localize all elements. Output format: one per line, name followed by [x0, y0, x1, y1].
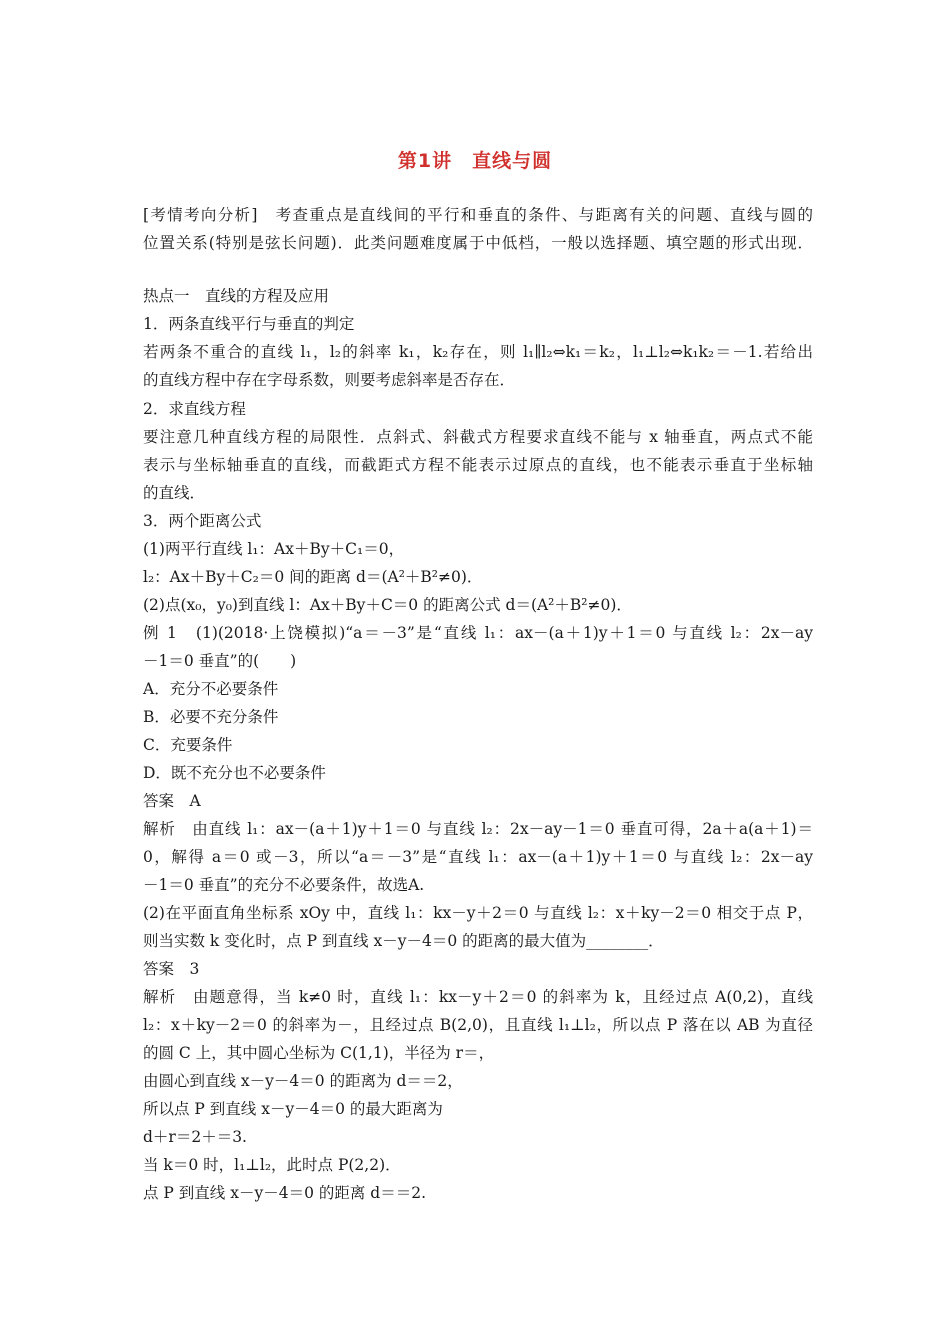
text-line: 答案 3: [143, 960, 200, 978]
text-line: l₂：x＋ky－2＝0 的斜率为－，且经过点 B(2,0)，且直线 l₁⊥l₂，所以点 P 落在以 AB 为直径: [143, 1016, 813, 1034]
text-line: D．既不充分也不必要条件: [143, 764, 326, 782]
text-line: A．充分不必要条件: [143, 680, 279, 698]
text-line: (2)点(x₀，y₀)到直线 l：Ax＋By＋C＝0 的距离公式 d＝(A²＋B²≠0)．: [143, 596, 632, 614]
text-line: 由圆心到直线 x－y－4＝0 的距离为 d＝＝2，: [143, 1072, 463, 1090]
text-line: 1．两条直线平行与垂直的判定: [143, 315, 355, 333]
text-line: 例 1 (1)(2018·上饶模拟)“a＝－3”是“直线 l₁：ax－(a＋1)y＋1＝0 与直线 l₂：2x－ay: [143, 624, 813, 642]
text-line: －1＝0 垂直”的充分不必要条件，故选A.: [143, 876, 425, 894]
text-line: 要注意几种直线方程的局限性．点斜式、斜截式方程要求直线不能与 x 轴垂直，两点式不能: [143, 428, 813, 446]
text-line: (1)两平行直线 l₁：Ax＋By＋C₁＝0，: [143, 540, 405, 558]
text-line: 2．求直线方程: [143, 400, 246, 418]
text-line: 答案 A: [143, 792, 201, 810]
text-line: 所以点 P 到直线 x－y－4＝0 的最大距离为: [143, 1100, 443, 1118]
page-title: 第1讲 直线与圆: [397, 150, 553, 172]
text-line: 3．两个距离公式: [143, 512, 262, 530]
text-line: 热点一 直线的方程及应用: [143, 287, 330, 305]
text-line: [考情考向分析] 考查重点是直线间的平行和垂直的条件、与距离有关的问题、直线与圆的: [143, 206, 813, 224]
text-line: 的圆 C 上，其中圆心坐标为 C(1,1)，半径为 r＝，: [143, 1044, 495, 1062]
text-line: d＋r＝2＋＝3.: [143, 1128, 247, 1146]
text-line: －1＝0 垂直”的( ): [143, 652, 297, 670]
text-line: B．必要不充分条件: [143, 708, 279, 726]
text-line: 的直线．: [143, 484, 206, 502]
text-line: l₂：Ax＋By＋C₂＝0 间的距离 d＝(A²＋B²≠0)．: [143, 568, 483, 586]
text-line: 若两条不重合的直线 l₁，l₂的斜率 k₁，k₂存在，则 l₁∥l₂⇔k₁＝k₂，l₁⊥l₂⇔k₁k₂＝－1.若给出: [143, 343, 813, 361]
text-line: 表示与坐标轴垂直的直线，而截距式方程不能表示过原点的直线，也不能表示垂直于坐标轴: [143, 456, 813, 474]
text-line: 解析 由题意得，当 k≠0 时，直线 l₁：kx－y＋2＝0 的斜率为 k，且经过点 A(0,2)，直线: [143, 988, 813, 1006]
text-line: 则当实数 k 变化时，点 P 到直线 x－y－4＝0 的距离的最大值为________．: [143, 932, 664, 950]
text-line: 点 P 到直线 x－y－4＝0 的距离 d＝＝2.: [143, 1184, 426, 1202]
text-line: 0，解得 a＝0 或－3，所以“a＝－3”是“直线 l₁：ax－(a＋1)y＋1＝0 与直线 l₂：2x－ay: [143, 848, 813, 866]
text-line: 的直线方程中存在字母系数，则要考虑斜率是否存在．: [143, 371, 516, 389]
text-line: 当 k＝0 时，l₁⊥l₂，此时点 P(2,2)．: [143, 1156, 401, 1174]
text-line: 解析 由直线 l₁：ax－(a＋1)y＋1＝0 与直线 l₂：2x－ay－1＝0 垂直可得，2a＋a(a＋1)＝: [143, 820, 813, 838]
text-line: 位置关系(特别是弦长问题)．此类问题难度属于中低档，一般以选择题、填空题的形式出现．: [143, 234, 813, 252]
text-line: (2)在平面直角坐标系 xOy 中，直线 l₁：kx－y＋2＝0 与直线 l₂：x＋ky－2＝0 相交于点 P，: [143, 904, 813, 922]
text-line: C．充要条件: [143, 736, 233, 754]
